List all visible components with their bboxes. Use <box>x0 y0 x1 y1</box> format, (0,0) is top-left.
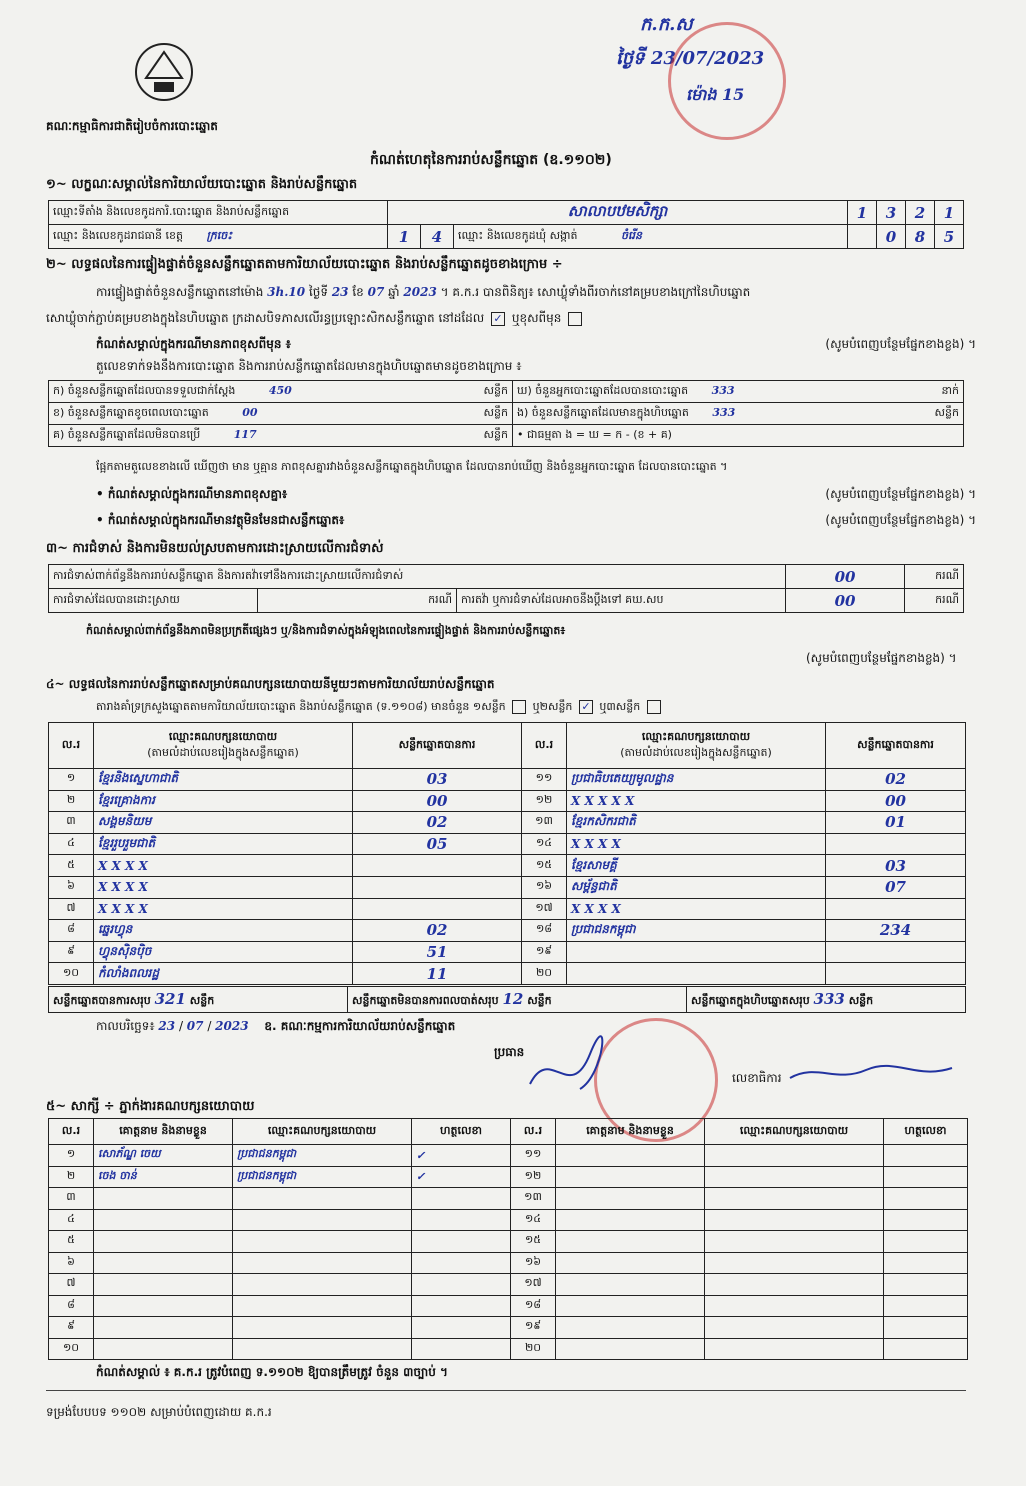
verify-year: 2023 <box>403 285 437 299</box>
commune-code-2: 8 <box>906 225 935 249</box>
figure-d: ឃ) ចំនួនអ្នកបោះឆ្នោតដែលបានបោះឆ្នោត 333 នាក់ <box>513 381 964 403</box>
witness-signature <box>884 1317 968 1339</box>
objection-value: 00 <box>786 565 905 589</box>
secretary-label: លេខាធិការ <box>732 1071 782 1085</box>
witness-party <box>705 1317 884 1339</box>
form-title: កំណត់ហេតុនៃការរាប់សន្លឹកឆ្នោត (ឧ.១១០២) <box>370 152 612 168</box>
witness-name <box>94 1252 233 1274</box>
party-number: ៣ <box>49 812 94 834</box>
witness-row <box>49 1145 968 1167</box>
witness-name <box>556 1317 705 1339</box>
witness-number: ១៤ <box>511 1209 556 1231</box>
witness-signature <box>884 1252 968 1274</box>
figure-a: ក) ចំនួនសន្លឹកឆ្នោតដែលបានទទួលជាក់ស្តែង 450 សន្លឹក <box>49 381 513 403</box>
nec-emblem-icon <box>132 38 196 110</box>
figures-intro: តួលេខទាក់ទងនឹងការបោះឆ្នោត និងការរាប់សន្លឹកឆ្នោតដែលមានក្នុងហិបឆ្នោតមានដូចខាងក្រោម ៖ <box>96 359 522 373</box>
witness-name <box>94 1274 233 1296</box>
witness-party <box>233 1231 412 1253</box>
party-votes: 00 <box>353 790 522 812</box>
totals-table <box>48 986 966 1013</box>
witness-name <box>556 1188 705 1210</box>
witness-number: ៥ <box>49 1231 94 1253</box>
result-row <box>49 833 966 855</box>
witness-row <box>49 1231 968 1253</box>
location-code-1: 1 <box>848 201 877 225</box>
object-note: • កំណត់សម្គាល់ក្នុងករណីមានវត្ថុមិនមែនជាសន្លឹកឆ្នោត៖ (សូមបំពេញបន្ថែមផ្នែកខាងខ្លង) ។ <box>96 513 976 527</box>
official-stamp <box>668 22 786 140</box>
witness-party <box>705 1295 884 1317</box>
witness-signature <box>884 1295 968 1317</box>
resolved-unit: ករណី <box>258 589 457 613</box>
witness-number: ១ <box>49 1145 94 1167</box>
party-number: ១៦ <box>522 876 567 898</box>
party-votes <box>826 898 966 920</box>
party-votes: 234 <box>826 920 966 942</box>
party-number: ១៥ <box>522 855 567 877</box>
witness-name <box>94 1209 233 1231</box>
party-votes: 03 <box>826 855 966 877</box>
witness-signature <box>884 1209 968 1231</box>
party-name: X X X X <box>94 876 353 898</box>
witness-number: ១៣ <box>511 1188 556 1210</box>
party-number: ១ <box>49 769 94 791</box>
secretary-signature-icon <box>786 1058 956 1088</box>
witness-signature <box>884 1274 968 1296</box>
witness-row <box>49 1338 968 1360</box>
party-votes <box>353 898 522 920</box>
figure-a-value: 450 <box>268 383 292 397</box>
result-row <box>49 790 966 812</box>
results-table: ល.រ ឈ្មោះគណបក្សនយោបាយ (តាមលំដាប់លេខរៀងក្នុងសន្លឹកឆ្នោត) សន្លឹកឆ្នោតបានការ ល.រ ឈ្មោះគណបក្សនយោបាយ (តាមលំដាប់លេខរៀងក្នុងសន្លឹកឆ្នោត) សន្លឹកឆ្នោតបានការ ១ ខ្មែរនិងស្នេហាជាតិ 03 ១១ ប្រជាធិបតេយ្យមូលដ្ឋាន 02 ២ ខ្មែរគ្រោងការ 00 ១២ X X X X X 00 ៣ សង្គមនិយម 02 ១៣ ខ្មែរកសិករជាតិ 01 ៤ ខ្មែររួបរួមជាតិ 05 ១៤ X X X X ៥ X X X X ១៥ ខ្មែរសាមគ្គី 03 ៦ X X X X ១៦ សម្ព័ន្ធជាតិ 07 ៧ X X X X ១៧ X X X X ៨ ឆ្នេរហ្វុន 02 ១៨ ប្រជាជនកម្ពុជា 234 ៩ ហ្វុនស៊ិនប៉ិច 51 ១៩ ១០ កំលាំងពលរដ្ឋ 11 ២០ <box>48 722 966 985</box>
witness-signature <box>412 1274 511 1296</box>
witness-party <box>705 1188 884 1210</box>
witness-number: ៧ <box>49 1274 94 1296</box>
witness-row <box>49 1295 968 1317</box>
witness-name <box>556 1338 705 1360</box>
witness-signature <box>412 1231 511 1253</box>
party-name: X X X X X <box>567 790 826 812</box>
party-name: ខ្មែរនិងស្នេហាជាតិ <box>94 769 353 791</box>
party-number: ១៩ <box>522 941 567 963</box>
change-note-line: កំណត់សម្គាល់ក្នុងករណីមានភាពខុសពីមុន ៖ (សូមបំពេញបន្ថែមផ្នែកខាងខ្លង) ។ <box>96 337 976 351</box>
stamp-code: ក.ក.ស <box>640 14 693 35</box>
total-invalid: សន្លឹកឆ្នោតមិនបានការពលបាត់សរុប 12 សន្លឹក <box>348 987 687 1013</box>
party-votes: 02 <box>826 769 966 791</box>
total-box-value: 333 <box>813 989 845 1008</box>
appeal-label: ការតវ៉ា ឬការជំទាស់ដែលអាចនឹងប្ដឹងទៅ គឃ.សប <box>457 589 786 613</box>
party-name: ខ្មែរសាមគ្គី <box>567 855 826 877</box>
footer-note: កំណត់សម្គាល់ ៖ គ.ក.រ ត្រូវបំពេញ ទ.១១០២ ឱ្យបានត្រឹមត្រូវ ចំនួន ៣ច្បាប់ ។ <box>96 1365 448 1379</box>
province-value: ក្រចេះ <box>206 228 233 242</box>
witness-number: ១៥ <box>511 1231 556 1253</box>
section3-title: ៣~ ការជំទាស់ និងការមិនយល់ស្របតាមការដោះស្រាយលើការជំទាស់ <box>46 541 384 556</box>
witness-row <box>49 1274 968 1296</box>
witness-number: ១៧ <box>511 1274 556 1296</box>
party-name: X X X X <box>567 833 826 855</box>
sheets-3-checkbox[interactable] <box>647 700 661 714</box>
witness-number: ១៨ <box>511 1295 556 1317</box>
witness-party <box>233 1188 412 1210</box>
verify-time: 3h.10 <box>267 285 306 299</box>
witness-party <box>705 1209 884 1231</box>
witness-signature <box>412 1317 511 1339</box>
witness-party <box>233 1338 412 1360</box>
location-label: ឈ្មោះទីតាំង និងលេខកូដការិ.បោះឆ្នោត និងរាប់សន្លឹកឆ្នោត <box>49 201 388 225</box>
appeal-value: 00 <box>786 589 905 613</box>
commune-code-3: 5 <box>935 225 964 249</box>
witness-row <box>49 1166 968 1188</box>
witness-party: ប្រជាជនកម្ពុជា <box>233 1166 412 1188</box>
witness-party <box>233 1295 412 1317</box>
compare-line: ផ្អែកតាមតួលេខខាងលើ ឃើញថា មាន ឬគ្មាន ភាពខុសគ្នារវាងចំនួនសន្លឹកឆ្នោតក្នុងហិបឆ្នោត ដែលបានរាប់ឃើញ និងចំនួនអ្នកបោះឆ្នោត ដែលបានបោះឆ្នោត ។ <box>96 460 728 473</box>
figure-b-value: 00 <box>242 405 258 419</box>
party-votes <box>826 833 966 855</box>
section1-title: ១~ លក្ខណៈសម្គាល់នៃការិយាល័យបោះឆ្នោត និងរាប់សន្លឹកឆ្នោត <box>46 177 358 192</box>
witness-signature <box>412 1188 511 1210</box>
party-name: កំលាំងពលរដ្ឋ <box>94 963 353 985</box>
witness-signature <box>412 1338 511 1360</box>
result-row <box>49 769 966 791</box>
formula-note: • ជាធម្មតា ង = ឃ = ក - (ខ + គ) <box>513 425 964 447</box>
witness-number: ៩ <box>49 1317 94 1339</box>
witness-name <box>556 1166 705 1188</box>
section4-title: ៤~ លទ្ធផលនៃការរាប់សន្លឹកឆ្នោតសម្រាប់គណបក្សនយោបាយនីមួយៗតាមការិយាល័យរាប់សន្លឹកឆ្នោត <box>46 677 495 691</box>
result-row <box>49 941 966 963</box>
total-valid: សន្លឹកឆ្នោតបានការសរុប 321 សន្លឹក <box>49 987 348 1013</box>
party-votes <box>353 855 522 877</box>
party-name: ឆ្នេរហ្វុន <box>94 920 353 942</box>
witness-signature <box>884 1145 968 1167</box>
party-name: X X X X <box>94 898 353 920</box>
made-on-year: 2023 <box>215 1019 249 1033</box>
witness-party <box>705 1231 884 1253</box>
party-name: X X X X <box>94 855 353 877</box>
result-row <box>49 898 966 920</box>
made-on-month: 07 <box>186 1019 204 1033</box>
witness-number: ២០ <box>511 1338 556 1360</box>
party-votes: 05 <box>353 833 522 855</box>
party-votes <box>353 876 522 898</box>
party-number: ៦ <box>49 876 94 898</box>
location-code-2: 3 <box>877 201 906 225</box>
witness-signature: ✓ <box>412 1145 511 1167</box>
total-invalid-value: 12 <box>502 989 524 1008</box>
result-row <box>49 920 966 942</box>
witness-signature <box>412 1295 511 1317</box>
party-number: ២០ <box>522 963 567 985</box>
witness-name <box>556 1295 705 1317</box>
form-version: ទម្រង់បែបបទ ១១០២ សម្រាប់បំពេញដោយ គ.ក.រ <box>46 1405 272 1419</box>
witness-party <box>705 1338 884 1360</box>
figure-c: គ) ចំនួនសន្លឹកឆ្នោតដែលមិនបានប្រើ 117 សន្លឹក <box>49 425 513 447</box>
chair-label: ប្រធាន <box>494 1045 525 1059</box>
party-name: ប្រជាជនកម្ពុជា <box>567 920 826 942</box>
witness-party <box>233 1274 412 1296</box>
made-on-line: កាលបរិច្ឆេទ៖ 23 / 07 / 2023 ឧ. គណៈកម្មការការិយាល័យរាប់សន្លឹកឆ្នោត <box>96 1019 456 1033</box>
result-row <box>49 963 966 985</box>
footer-divider <box>46 1390 966 1391</box>
section5-title: ៥~ សាក្សី ÷ ភ្នាក់ងារគណបក្សនយោបាយ <box>46 1099 255 1114</box>
figure-b: ខ) ចំនួនសន្លឹកឆ្នោតខូចពេលបោះឆ្នោត 00 សន្លឹក <box>49 403 513 425</box>
witness-number: ៦ <box>49 1252 94 1274</box>
party-name: ខ្មែរគ្រោងការ <box>94 790 353 812</box>
figures-table <box>48 380 964 447</box>
party-name: X X X X <box>567 898 826 920</box>
party-votes: 02 <box>353 920 522 942</box>
witness-row <box>49 1252 968 1274</box>
witness-name: ចេង ចាន់ <box>94 1166 233 1188</box>
witness-signature: ✓ <box>412 1166 511 1188</box>
witness-signature <box>884 1231 968 1253</box>
witness-number: ១២ <box>511 1166 556 1188</box>
commune-label: ឈ្មោះ និងលេខកូដឃុំ សង្កាត់ ចំរើន <box>454 225 848 249</box>
sheets-1-checkbox[interactable] <box>512 700 526 714</box>
witness-name <box>94 1295 233 1317</box>
verify-day: 23 <box>331 285 349 299</box>
province-code-2: 4 <box>421 225 454 249</box>
objections-table: ការជំទាស់ពាក់ព័ន្ធនឹងការរាប់សន្លឹកឆ្នោត និងការតវ៉ាទៅនឹងការដោះស្រាយលើការជំទាស់ 00 ករណី ការជំទាស់ដែលបានដោះស្រាយ ករណី ការតវ៉ា ឬការជំទាស់ដែលអាចនឹងប្ដឹងទៅ គឃ.សប 00 ករណី <box>48 564 964 613</box>
sheets-2-checkbox[interactable]: ✓ <box>579 700 593 714</box>
witness-signature <box>884 1188 968 1210</box>
witness-number: ១៩ <box>511 1317 556 1339</box>
witness-number: ៤ <box>49 1209 94 1231</box>
witness-party <box>233 1252 412 1274</box>
stamp-time: ម៉ោង 15 <box>686 85 745 104</box>
chair-signature-icon <box>520 1034 610 1104</box>
resolved-label: ការជំទាស់ដែលបានដោះស្រាយ <box>49 589 258 613</box>
witness-signature <box>412 1252 511 1274</box>
commune-value: ចំរើន <box>621 228 642 242</box>
party-name: សម្ព័ន្ធជាតិ <box>567 876 826 898</box>
witness-party <box>233 1317 412 1339</box>
witness-party <box>705 1166 884 1188</box>
party-number: ៩ <box>49 941 94 963</box>
party-number: ១៣ <box>522 812 567 834</box>
party-number: ៥ <box>49 855 94 877</box>
witness-table: ល.រ គោត្តនាម និងនាមខ្លួន ឈ្មោះគណបក្សនយោបាយ ហត្ថលេខា ល.រ គោត្តនាម និងនាមខ្លួន ឈ្មោះគណបក្សនយោបាយ ហត្ថលេខា ១ សោភ័ណ្ឌ ចេយ ប្រជាជនកម្ពុជា ✓ ១១ ២ ចេង ចាន់ ប្រជាជនកម្ពុជា ✓ ១២ ៣ ១៣ ៤ ១៤ ៥ ១៥ ៦ ១៦ ៧ ១៧ ៨ ១៨ ៩ ១៩ ១០ ២០ <box>48 1118 968 1360</box>
witness-number: ១៦ <box>511 1252 556 1274</box>
party-name <box>567 963 826 985</box>
changed-checkbox[interactable] <box>568 312 582 326</box>
made-on-day: 23 <box>158 1019 176 1033</box>
party-number: ៨ <box>49 920 94 942</box>
witness-name <box>94 1188 233 1210</box>
section2-title: ២~ លទ្ធផលនៃការផ្ទៀងផ្ទាត់ចំនួនសន្លឹកឆ្នោតតាមការិយាល័យបោះឆ្នោត និងរាប់សន្លឹកឆ្នោតដូចខាងក្រោម ÷ <box>46 257 563 272</box>
witness-number: ៨ <box>49 1295 94 1317</box>
result-row <box>49 812 966 834</box>
party-name: ខ្មែរកសិករជាតិ <box>567 812 826 834</box>
party-number: ១៧ <box>522 898 567 920</box>
witness-name <box>94 1338 233 1360</box>
location-code-4: 1 <box>935 201 964 225</box>
province-code-1: 1 <box>388 225 421 249</box>
party-number: ១៤ <box>522 833 567 855</box>
party-votes: 00 <box>826 790 966 812</box>
party-votes: 51 <box>353 941 522 963</box>
party-name: សង្គមនិយម <box>94 812 353 834</box>
commune-code-1: 0 <box>877 225 906 249</box>
total-valid-value: 321 <box>154 989 186 1008</box>
witness-name <box>556 1231 705 1253</box>
verify-line: ការផ្ទៀងផ្ទាត់ចំនួនសន្លឹកឆ្នោតនៅម៉ោង 3h.10 ថ្ងៃទី 23 ខែ 07 ឆ្នាំ 2023 ។ គ.ក.រ បានពិនិត្យ៖ សោឃ្លុំទាំងពីរចាក់នៅគម្របខាងក្រៅនៃហិបឆ្នោត <box>96 285 751 299</box>
seal-line: សោឃ្លុំចាក់ភ្ជាប់គម្របខាងក្នុងនៃហិបឆ្នោត ក្រដាសបិទភាសលើរន្ធប្រឡោះសិកសន្លឹកឆ្នោត នៅដដែល ✓ ឬខុសពីមុន <box>46 310 585 328</box>
witness-row <box>49 1188 968 1210</box>
sheet-count-line: តារាងគាំទ្រក្រសួងឆ្នោតតាមការិយាល័យបោះឆ្នោត និងរាប់សន្លឹកឆ្នោត (ទ.១១០៨) មានចំនួន ១សន្លឹក ឬ២សន្លឹក ✓ ឬ៣សន្លឹក <box>96 700 664 716</box>
party-votes <box>826 963 966 985</box>
party-name: ប្រជាធិបតេយ្យមូលដ្ឋាន <box>567 769 826 791</box>
party-votes: 02 <box>353 812 522 834</box>
party-votes: 11 <box>353 963 522 985</box>
witness-number: ២ <box>49 1166 94 1188</box>
witness-row <box>49 1209 968 1231</box>
witness-name <box>556 1145 705 1167</box>
witness-party <box>705 1274 884 1296</box>
witness-number: ១០ <box>49 1338 94 1360</box>
objection-label: ការជំទាស់ពាក់ព័ន្ធនឹងការរាប់សន្លឹកឆ្នោត និងការតវ៉ាទៅនឹងការដោះស្រាយលើការជំទាស់ <box>49 565 786 589</box>
party-name: ហ្វុនស៊ិនប៉ិច <box>94 941 353 963</box>
witness-party <box>705 1145 884 1167</box>
witness-party <box>233 1209 412 1231</box>
party-votes: 03 <box>353 769 522 791</box>
party-name <box>567 941 826 963</box>
party-number: ១៨ <box>522 920 567 942</box>
section1-table <box>48 200 964 249</box>
stamp-date: ថ្ងៃទី 23/07/2023 <box>616 48 765 69</box>
witness-signature <box>884 1338 968 1360</box>
witness-number: ១១ <box>511 1145 556 1167</box>
result-row <box>49 876 966 898</box>
party-votes <box>826 941 966 963</box>
witness-name <box>94 1317 233 1339</box>
party-votes: 01 <box>826 812 966 834</box>
result-row <box>49 855 966 877</box>
party-number: ៤ <box>49 833 94 855</box>
figure-e-value: 333 <box>712 405 736 419</box>
party-number: ២ <box>49 790 94 812</box>
verify-month: 07 <box>367 285 385 299</box>
witness-row <box>49 1317 968 1339</box>
party-number: ១១ <box>522 769 567 791</box>
party-number: ១២ <box>522 790 567 812</box>
party-number: ៧ <box>49 898 94 920</box>
witness-name <box>556 1209 705 1231</box>
witness-signature <box>412 1209 511 1231</box>
witness-name <box>556 1274 705 1296</box>
figure-d-value: 333 <box>711 383 735 397</box>
diff-note: • កំណត់សម្គាល់ក្នុងករណីមានភាពខុសគ្នា៖ (សូមបំពេញបន្ថែមផ្នែកខាងខ្លង) ។ <box>96 487 976 501</box>
witness-signature <box>884 1166 968 1188</box>
figure-c-value: 117 <box>233 427 257 441</box>
unchanged-checkbox[interactable]: ✓ <box>491 312 505 326</box>
irregularity-note: កំណត់សម្គាល់ពាក់ព័ន្ធនឹងភាពមិនប្រក្រតីផ្សេងៗ ឬ/និងការជំទាស់ក្នុងអំឡុងពេលនៃការផ្ទៀងផ្ទាត់ និងការរាប់សន្លឹកឆ្នោត៖ <box>86 624 566 637</box>
party-name: ខ្មែររួបរួមជាតិ <box>94 833 353 855</box>
witness-name <box>94 1231 233 1253</box>
witness-party <box>705 1252 884 1274</box>
total-box: សន្លឹកឆ្នោតក្នុងហិបឆ្នោតសរុប 333 សន្លឹក <box>687 987 966 1013</box>
witness-number: ៣ <box>49 1188 94 1210</box>
witness-name: សោភ័ណ្ឌ ចេយ <box>94 1145 233 1167</box>
witness-party: ប្រជាជនកម្ពុជា <box>233 1145 412 1167</box>
party-votes: 07 <box>826 876 966 898</box>
location-code-3: 2 <box>906 201 935 225</box>
location-value: សាលាបឋមសិក្សា <box>388 201 848 225</box>
province-label: ឈ្មោះ និងលេខកូដរាជធានី ខេត្ត ក្រចេះ <box>49 225 388 249</box>
irregularity-fill: (សូមបំពេញបន្ថែមផ្នែកខាងខ្លង) ។ <box>806 651 957 665</box>
committee-name: គណៈកម្មាធិការជាតិរៀបចំការបោះឆ្នោត <box>46 119 218 133</box>
witness-name <box>556 1252 705 1274</box>
party-number: ១០ <box>49 963 94 985</box>
figure-e: ង) ចំនួនសន្លឹកឆ្នោតដែលមានក្នុងហិបឆ្នោត 333 សន្លឹក <box>513 403 964 425</box>
